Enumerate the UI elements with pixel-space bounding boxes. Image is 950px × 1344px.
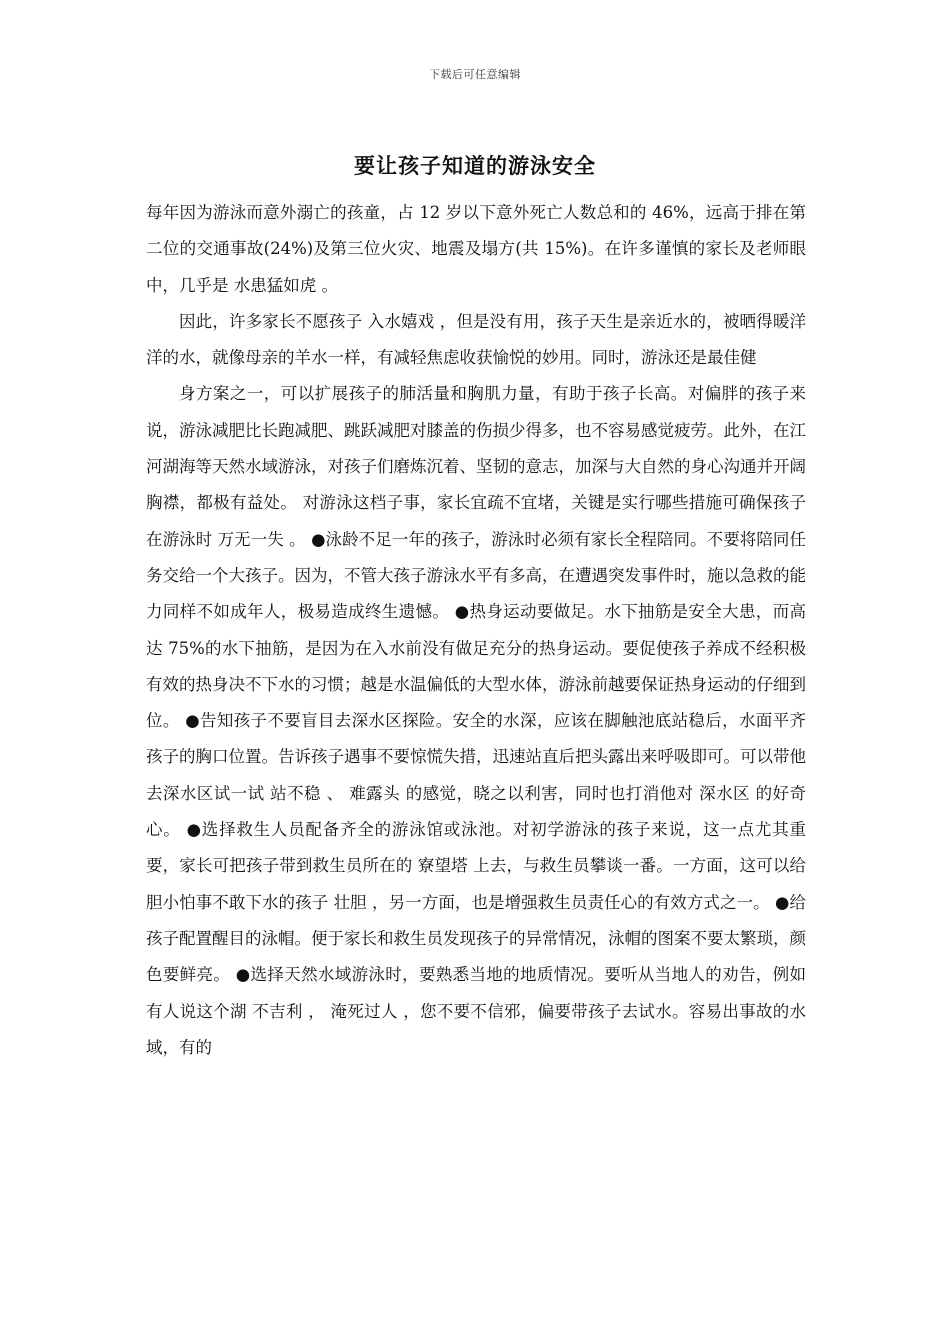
paragraph-2: 因此，许多家长不愿孩子 入水嬉戏 ，但是没有用，孩子天生是亲近水的，被晒得暖洋洋的水，就像母亲的羊水一样，有减轻焦虑收获愉悦的妙用。同时，游泳还是最佳健 — [146, 311, 806, 368]
paragraph-3: 身方案之一，可以扩展孩子的肺活量和胸肌力量，有助于孩子长高。对偏胖的孩子来说，游泳减肥比长跑减肥、跳跃减肥对膝盖的伤损少得多，也不容易感觉疲劳。此外，在江河湖海等天然水域游泳，对孩子们磨炼沉着、坚韧的意志，加深与大自然的身心沟通并开阔胸襟，都极有益处。 对游泳这档子事，家长宜疏不宜堵，关键是实行哪些措施可确保孩子在游泳时 万无一失 。 ●泳龄不足一年的孩子，游泳时必须有家长全程陪同。不要将陪同任务交给一个大孩子。因为，不管大孩子游泳水平有多高，在遭遇突发事件时，施以急救的能力同样不如成年人，极易造成终生遗憾。 ●热身运动要做足。水下抽筋是安全大患，而高达 75%的水下抽筋，是因为在入水前没有做足充分的热身运动。要促使孩子养成不经积极有效的热身决不下水的习惯；越是水温偏低的大型水体，游泳前越要保证热身运动的仔细到位。 ●告知孩子不要盲目去深水区探险。安全的水深，应该在脚触池底站稳后，水面平齐孩子的胸口位置。告诉孩子遇事不要惊慌失措，迅速站直后把头露出来呼吸即可。可以带他去深水区试一试 站不稳 、 难露头 的感觉，晓之以利害，同时也打消他对 深水区 的好奇心。 ●选择救生人员配备齐全的游泳馆或泳池。对初学游泳的孩子来说，这一点尤其重要，家长可把孩子带到救生员所在的 寮望塔 上去，与救生员攀谈一番。一方面，这可以给胆小怕事不敢下水的孩子 壮胆 ，另一方面，也是增强救生员责任心的有效方式之一。 ●给孩子配置醒目的泳帽。便于家长和救生员发现孩子的异常情况，泳帽的图案不要太繁琐，颜色要鲜亮。 ●选择天然水域游泳时，要熟悉当地的地质情况。要听从当地人的劝告，例如有人说这个湖 不吉利 ， 淹死过人 ，您不要不信邪，偏要带孩子去试水。容易出事故的水域，有的 — [146, 384, 806, 1057]
document-title: 要让孩子知道的游泳安全 — [354, 153, 596, 178]
header-note: 下载后可任意编辑 — [429, 68, 521, 81]
document-body — [146, 195, 806, 1066]
paragraph-1: 每年因为游泳而意外溺亡的孩童，占 12 岁以下意外死亡人数总和的 46%，远高于排在第二位的交通事故(24%)及第三位火灾、地震及塌方(共 15%)。在许多谨慎的家长及老师眼中，几乎是 水患猛如虎 。 — [146, 203, 806, 295]
